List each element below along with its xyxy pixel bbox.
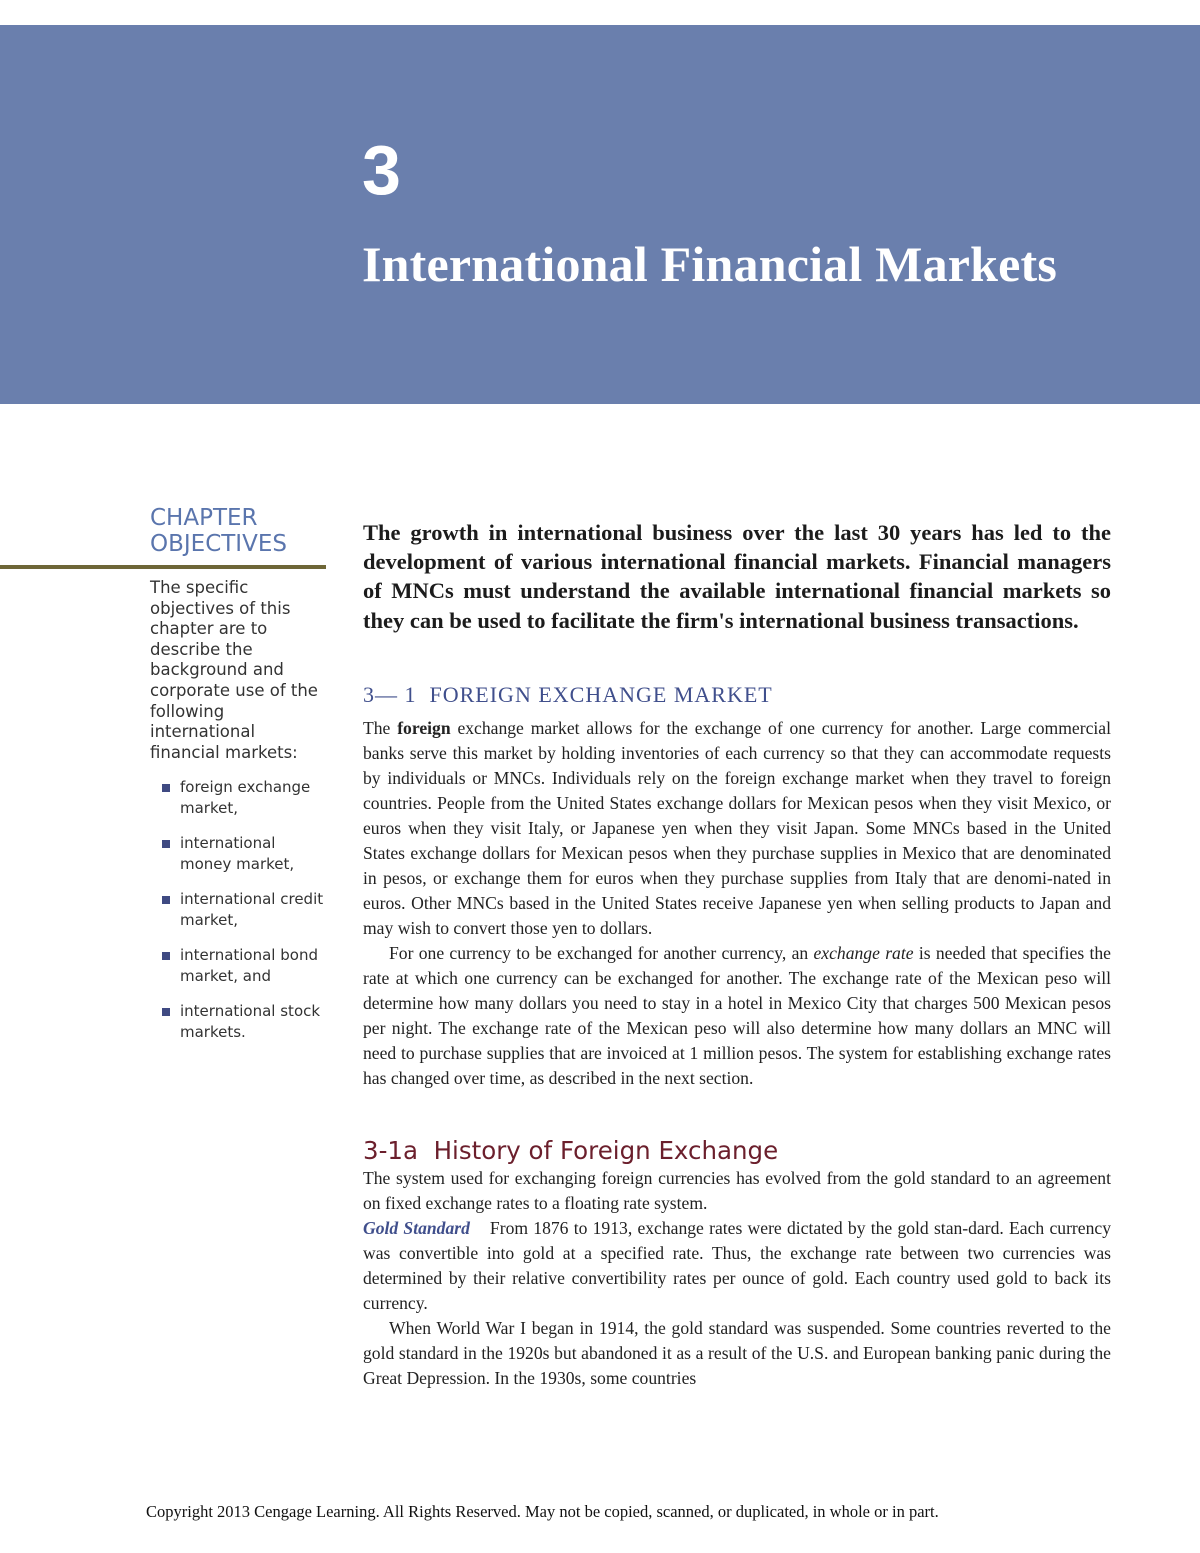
chapter-number: 3 [362,131,401,209]
body-paragraph [363,941,1111,1091]
text-run: For one currency to be exchanged for another currency, an [389,942,814,963]
text-run: The [363,717,398,738]
square-bullet-icon [162,784,170,792]
main-content [363,518,1111,1391]
objective-text: international stock markets. [180,1002,321,1042]
body-paragraph [363,1216,1111,1316]
sidebar-title-line: CHAPTER [150,505,258,531]
subsection-heading: 3-1a History of Foreign Exchange [363,1135,779,1165]
objective-text: foreign exchange market, [180,778,311,818]
lead-paragraph: The growth in international business over the last 30 years has led to the development of various international financial markets. Financial managers of MNCs must understand the available international financial markets so they can be used to facilitate the firm's international business transactions. [363,520,1111,633]
sidebar-title [150,505,330,557]
chapter-banner [0,25,1200,404]
square-bullet-icon [162,952,170,960]
list-item [162,889,330,931]
objective-text: international credit market, [180,890,324,930]
objectives-list [162,777,330,1043]
square-bullet-icon [162,840,170,848]
square-bullet-icon [162,1008,170,1016]
objective-text: international bond market, and [180,946,318,986]
text-run: From 1876 to 1913, exchange rates were dictated by the gold stan-dard. Each currency was convertible into gold at a specified rate. Thus, the exchange rate between two currencies was determined by their relative convertibility rates per ounce of gold. Each country used gold to back its currency. [363,1217,1111,1313]
copyright-footer: Copyright 2013 Cengage Learning. All Rights Reserved. May not be copied, scanned, or duplicated, in whole or in part. [146,1502,939,1521]
run-in-heading: Gold Standard [363,1217,470,1238]
sidebar-intro: The specific objectives of this chapter are to describe the background and corporate use of the following international financial markets: [150,578,318,762]
section-heading: 3— 1 FOREIGN EXCHANGE MARKET [363,681,773,707]
body-paragraph [363,716,1111,941]
list-item [162,833,330,875]
list-item [162,1001,330,1043]
body-paragraph: When World War I began in 1914, the gold standard was suspended. Some countries reverted to the gold standard in the 1920s but abandoned it as a result of the U.S. and European banking panic during the Great Depression. In the 1930s, some countries [363,1317,1111,1388]
chapter-title: International Financial Markets [362,236,1058,292]
italic-term: exchange rate [813,942,914,963]
text-run: exchange market allows for the exchange of one currency for another. Large commercial banks serve this market by holding inventories of each currency so that they can accommodate requests by individuals or MNCs. Individuals rely on the foreign exchange market when they travel to foreign countries. People from the United States exchange dollars for Mexican pesos when they visit Mexico, or euros when they visit Italy, or Japanese yen when they visit Japan. Some MNCs based in the United States exchange dollars for Mexican pesos when they purchase supplies in Mexico that are denominated in pesos, or exchange them for euros when they purchase supplies from Italy that are denomi-nated in euros. Other MNCs based in the United States receive Japanese yen when selling products to Japan and may wish to convert those yen to dollars. [363,717,1111,938]
text-run: is needed that specifies the rate at which one currency can be exchanged for another. The exchange rate of the Mexican peso will determine how many dollars you need to stay in a hotel in Mexico City that charges 500 Mexican pesos per night. The exchange rate of the Mexican peso will also determine how many dollars an MNC will need to purchase supplies that are invoiced at 1 million pesos. The system for establishing exchange rates has changed over time, as described in the next section. [363,942,1111,1088]
divider [0,565,326,569]
list-item [162,945,330,987]
bold-term: foreign [397,717,451,738]
body-paragraph: The system used for exchanging foreign currencies has evolved from the gold standard to an agreement on fixed exchange rates to a floating rate system. [363,1167,1111,1213]
objective-text: international money market, [180,834,295,874]
chapter-objectives-sidebar [0,505,330,1057]
sidebar-title-line: OBJECTIVES [150,531,287,557]
square-bullet-icon [162,896,170,904]
list-item [162,777,330,819]
